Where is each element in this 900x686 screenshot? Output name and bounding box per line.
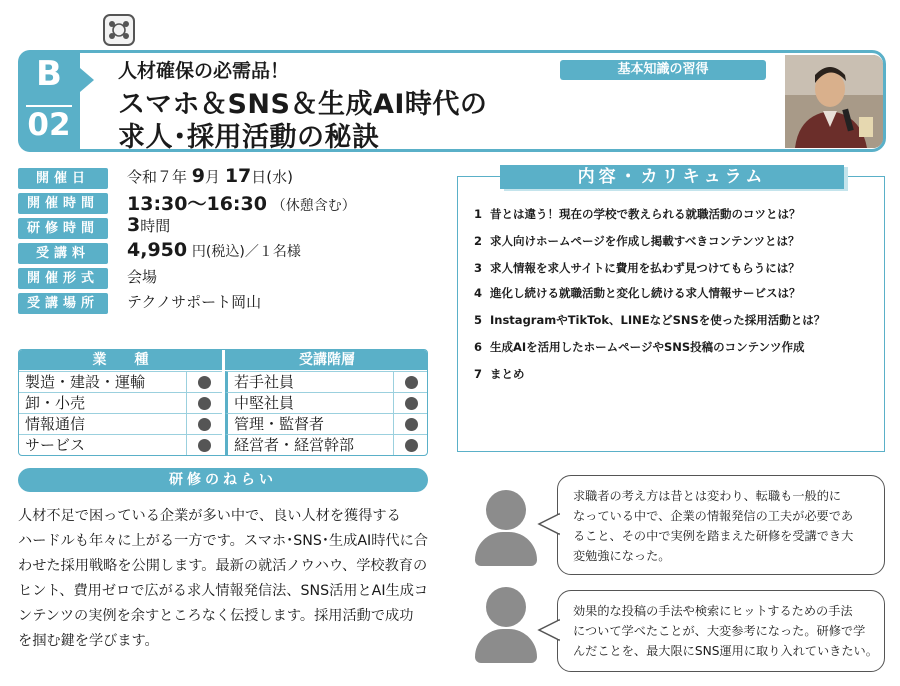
time-label: 開催時間: [18, 193, 108, 214]
level-dot-cell: [393, 413, 428, 434]
dot-icon: [198, 397, 211, 410]
industry-dot-cell: [186, 413, 222, 434]
curriculum-item: [474, 206, 801, 222]
person-icon: [486, 490, 526, 530]
level-cell: 経営者・経営幹部: [225, 434, 393, 455]
curriculum-number: 4: [474, 286, 483, 300]
date-day: 17: [224, 165, 252, 187]
curriculum-number: 3: [474, 261, 483, 275]
date-value: [127, 165, 293, 187]
aims-line: ハードルも年々に上がる一方です。スマホ･SNS･生成AI時代に合: [18, 533, 428, 549]
fee-value: 4,950: [127, 239, 188, 261]
curriculum-text: 進化し続ける就職活動と変化し続ける求人情報サービスは？: [490, 286, 801, 300]
testimonial-line: について学べたことが、大変参考になった。研修で学: [573, 624, 866, 638]
course-code-badge: [18, 50, 80, 152]
date-day-unit: 日: [251, 168, 267, 186]
hours-unit: 時間: [140, 217, 171, 235]
fee-row: [127, 239, 301, 261]
dot-icon: [198, 418, 211, 431]
curriculum-text: InstagramやTikTok、LINEなどSNSを使った採用活動とは？: [490, 313, 826, 327]
bubble-tail: [537, 512, 561, 536]
bubble-tail: [537, 618, 561, 642]
testimonial-line: 求職者の考え方は昔とは変わり、転職も一般的に: [573, 489, 842, 503]
curriculum-text: 求人情報を求人サイトに費用を払わず見つけてもらうには？: [490, 261, 800, 275]
industry-cell: 卸・小売: [19, 392, 186, 413]
curriculum-item: [474, 260, 800, 276]
aims-header: 研修のねらい: [18, 468, 428, 492]
industry-header: 業 種: [19, 350, 222, 370]
curriculum-item: [474, 285, 801, 301]
instructor-photo: [785, 55, 883, 148]
badge-notch: [80, 68, 94, 92]
level-dot-cell: [393, 392, 428, 413]
curriculum-header: 内容・カリキュラム: [500, 165, 844, 189]
level-cell: 若手社員: [225, 371, 393, 392]
page-title-line-2: 求人･採用活動の秘訣: [118, 122, 380, 153]
venue-value: テクノサポート岡山: [127, 293, 262, 311]
testimonial-line: ること、その中で実例を踏まえた研修を受講でき大: [573, 529, 854, 543]
industry-cell: 製造・建設・運輸: [19, 371, 186, 392]
date-label: 開催日: [18, 168, 108, 189]
page-title-line-1: スマホ＆SNS＆生成AI時代の: [118, 89, 488, 120]
group-people-icon: [103, 14, 135, 46]
level-dot-cell: [393, 434, 428, 455]
curriculum-text: 生成AIを活用したホームページやSNS投稿のコンテンツ作成: [490, 340, 805, 354]
hours-value: 3: [127, 214, 141, 236]
dot-icon: [405, 418, 418, 431]
page-subtitle: 人材確保の必需品！: [118, 60, 290, 82]
level-header: 受講階層: [225, 350, 428, 370]
testimonial-line: 効果的な投稿の手法や検索にヒットするための手法: [573, 604, 853, 618]
curriculum-text: 求人向けホームページを作成し掲載すべきコンテンツとは？: [490, 234, 800, 248]
curriculum-text: まとめ: [490, 367, 525, 381]
category-badge: 基本知識の習得: [560, 60, 766, 80]
fee-unit: 円(税込)／１名様: [191, 244, 301, 260]
curriculum-number: 6: [474, 340, 483, 354]
format-value: 会場: [127, 268, 158, 286]
testimonial-line: んだことを、最大限にSNS運用に取り入れていきたい。: [573, 644, 878, 658]
dot-icon: [405, 397, 418, 410]
dot-icon: [198, 439, 211, 452]
industry-dot-cell: [186, 392, 222, 413]
curriculum-number: 7: [474, 367, 483, 381]
curriculum-item: [474, 366, 525, 382]
person-icon-body: [475, 532, 537, 566]
hours-label: 研修時間: [18, 218, 108, 239]
dot-icon: [405, 376, 418, 389]
aims-line: 人材不足で困っている企業が多い中で、良い人材を獲得する: [18, 508, 401, 524]
target-table: [18, 349, 428, 456]
course-code-number: 02: [27, 107, 71, 143]
industry-dot-cell: [186, 434, 222, 455]
hours-row: [127, 214, 170, 236]
level-cell: 中堅社員: [225, 392, 393, 413]
aims-line: ンテンツの実例を余すところなく伝授します。採用活動で成功: [18, 608, 414, 624]
industry-cell: 情報通信: [19, 413, 186, 434]
curriculum-number: 1: [474, 207, 483, 221]
industry-cell: サービス: [19, 434, 186, 455]
person-icon: [486, 587, 526, 627]
level-dot-cell: [393, 371, 428, 392]
curriculum-number: 2: [474, 234, 483, 248]
testimonial-line: 変勉強になった。: [573, 549, 671, 563]
dot-icon: [198, 376, 211, 389]
curriculum-number: 5: [474, 313, 483, 327]
testimonial-line: なっている中で、企業の情報発信の工夫が必要であ: [573, 509, 854, 523]
industry-dot-cell: [186, 371, 222, 392]
time-note: （休憩含む）: [271, 198, 356, 214]
curriculum-item: [474, 339, 805, 355]
fee-label: 受講料: [18, 243, 108, 264]
dot-icon: [405, 439, 418, 452]
date-month: 9: [191, 165, 206, 187]
date-month-unit: 月: [205, 168, 221, 186]
time-value-row: [127, 189, 356, 216]
time-value: 13:30～16:30: [127, 193, 267, 215]
date-era: 令和７年: [127, 168, 188, 186]
course-code-letter: B: [36, 54, 62, 94]
aims-line: わせた採用戦略を公開します。最新の就活ノウハウ、学校教育の: [18, 558, 428, 574]
level-cell: 管理・監督者: [225, 413, 393, 434]
date-weekday: (水): [266, 168, 294, 186]
aims-line: を掴む鍵を学びます。: [18, 633, 159, 649]
curriculum-item: [474, 312, 825, 328]
curriculum-text: 昔とは違う！現在の学校で教えられる就職活動のコツとは？: [490, 207, 801, 221]
format-label: 開催形式: [18, 268, 108, 289]
venue-label: 受講場所: [18, 293, 108, 314]
curriculum-item: [474, 233, 799, 249]
person-icon-body: [475, 629, 537, 663]
aims-line: ヒント、費用ゼロで広がる求人情報発信法、SNS活用とAI生成コ: [18, 583, 429, 599]
